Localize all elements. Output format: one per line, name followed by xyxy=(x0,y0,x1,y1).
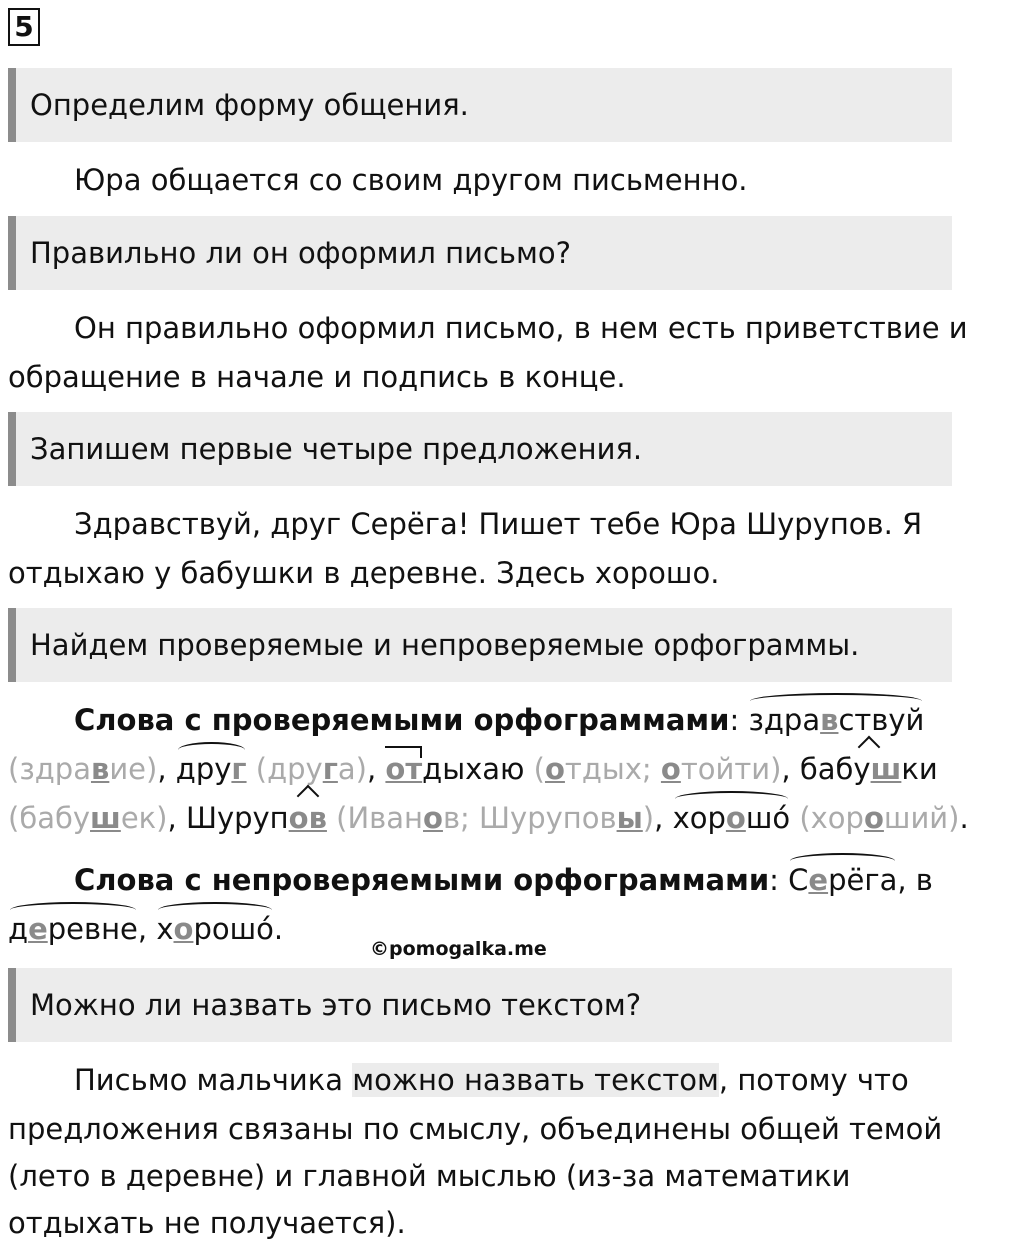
highlighted-answer: можно назвать текстом xyxy=(352,1063,719,1097)
question-box-letter xyxy=(8,216,952,290)
check-word: (бабушек) xyxy=(8,801,168,835)
answer-text: , потому что xyxy=(718,1063,909,1097)
word-zdravstvuy: здравствуй xyxy=(748,696,924,745)
answer-paragraph xyxy=(8,156,1018,205)
question-text: Можно ли назвать это письмо текстом? xyxy=(30,988,642,1022)
unchecked-label: Слова с непроверяемыми орфограммами xyxy=(74,863,770,897)
exercise-number: 5 xyxy=(8,8,40,46)
check-word: (отдых; отойти) xyxy=(533,752,782,786)
check-word: (хороший) xyxy=(799,801,960,835)
answer-paragraph xyxy=(8,500,1018,549)
answer-paragraph-cont xyxy=(8,353,952,402)
question-text: Найдем проверяемые и непроверяемые орфограммы. xyxy=(30,628,860,662)
word-shurupov: Шуруп xyxy=(185,801,289,835)
check-word: (друга) xyxy=(255,752,367,786)
checked-line-3: (бабушек), Шурупов (Иванов; Шуруповы), хорошо́ (хороший). xyxy=(8,794,952,843)
answer-text: Здравствуй, друг Серёга! Пишет тебе Юра Шурупов. Я xyxy=(74,507,923,541)
answer-paragraph-cont xyxy=(8,1152,952,1201)
answer-text: отдыхать не получается). xyxy=(8,1206,406,1240)
watermark: ©pomogalka.me xyxy=(370,938,547,960)
answer-text: обращение в начале и подпись в конце. xyxy=(8,360,626,394)
checked-label: Слова с проверяемыми орфограммами xyxy=(74,703,730,737)
word-derevne: деревне xyxy=(8,905,138,954)
question-box-form xyxy=(8,68,952,142)
word-seryoga: Серёга xyxy=(788,856,897,905)
word-khorosho-2: хорошó xyxy=(156,905,274,954)
answer-text: Письмо мальчика xyxy=(74,1063,353,1097)
answer-paragraph-cont xyxy=(8,1105,952,1154)
word-khorosho: хорошо́ xyxy=(673,794,791,843)
answer-text: Он правильно оформил письмо, в нем есть приветствие и xyxy=(74,311,968,345)
question-text: Запишем первые четыре предложения. xyxy=(30,432,643,466)
check-word: (здравие) xyxy=(8,752,158,786)
answer-text: отдыхаю у бабушки в деревне. Здесь хорошо. xyxy=(8,556,720,590)
check-word: (Иванов; Шуруповы) xyxy=(336,801,655,835)
question-text: Определим форму общения. xyxy=(30,88,469,122)
word-otdykhayu: от xyxy=(385,745,422,794)
unchecked-line-1: Слова с непроверяемыми орфограммами: Серёга, в xyxy=(8,856,1018,905)
checked-line-2: (здравие), друг (друга), отдыхаю (отдых; отойти), бабушки xyxy=(8,745,952,794)
unchecked-line-2: деревне, хорошó. xyxy=(8,905,952,954)
answer-paragraph xyxy=(8,304,1018,353)
word-otdykhayu-rest: дыхаю xyxy=(422,752,525,786)
question-box-spelling xyxy=(8,608,952,682)
answer-text: Юра общается со своим другом письменно. xyxy=(74,163,748,197)
answer-paragraph-cont xyxy=(8,1199,952,1248)
suffix-ov: ов xyxy=(289,794,327,843)
answer-text: (лето в деревне) и главной мыслью (из-за математики xyxy=(8,1159,851,1193)
answer-text: предложения связаны по смыслу, объединены общей темой xyxy=(8,1112,943,1146)
answer-paragraph xyxy=(8,1056,1018,1105)
question-box-text xyxy=(8,968,952,1042)
question-text: Правильно ли он оформил письмо? xyxy=(30,236,572,270)
word-drug: друг xyxy=(176,745,247,794)
answer-paragraph-cont xyxy=(8,549,952,598)
checked-line-1: Слова с проверяемыми орфограммами: здравствуй xyxy=(8,696,1018,745)
question-box-sentences xyxy=(8,412,952,486)
word-babushki: бабушки xyxy=(800,745,938,794)
